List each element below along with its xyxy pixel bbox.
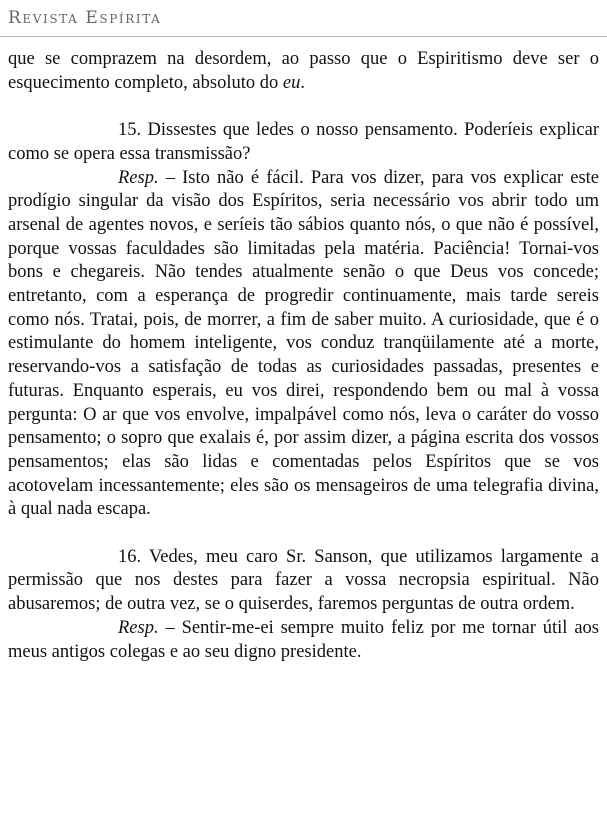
text-segment: que se comprazem na desordem, ao passo que o Espiritismo deve ser o esquecimento completo, absoluto do — [8, 49, 599, 93]
running-head: Revista Espírita — [8, 8, 162, 28]
italic-text: Resp. — [118, 167, 159, 188]
paragraph — [8, 119, 599, 166]
text-segment: – Isto não é fácil. Para vos dizer, para vos explicar este prodígio singular da visão dos Espíritos, seria necessário vos abrir todo um arsenal de agentes novos, e seríeis tão sábios quanto nós, o que não é possível, porque vossas faculdades são limitadas pela matéria. Paciência! Tornai-vos bons e chegareis. Não tendes atualmente senão o que Deus vos concede; entretanto, com a esperança de progredir continuamente, mais tarde sereis como nós. Tratai, pois, de morrer, a fim de saber muito. A curiosidade, que é o estimulante do homem inteligente, vos conduz tranqüilamente até a morte, reservando-vos a satisfação de todas as curiosidades passadas, presentes e futuras. Enquanto esperais, eu vos direi, respondendo bem ou mal à vossa pergunta: O ar que vos envolve, impalpável como nós, leva o caráter do vosso pensamento; o sopro que exalais é, por assim dizer, a página escrita dos vossos pensamentos; elas são lidas e comentadas pelos Espíritos que se vos acotovelam incessantemente; eles são os mensageiros de uma telegrafia divina, à qual nada escapa. — [8, 167, 599, 520]
paragraph — [8, 546, 599, 617]
text-segment: 16. Vedes, meu caro Sr. Sanson, que utilizamos largamente a permissão que nos destes para fazer a vossa necropsia espiritual. Não abusaremos; de outra vez, se o quiserdes, faremos perguntas de outra ordem. — [8, 546, 599, 615]
italic-text: Resp. — [118, 617, 159, 638]
text-segment: 15. Dissestes que ledes o nosso pensamento. Poderíeis explicar como se opera essa transmissão? — [8, 120, 599, 164]
header-rule — [0, 36, 607, 37]
paragraph — [8, 48, 599, 95]
italic-text: eu — [282, 72, 301, 93]
paragraph — [8, 617, 599, 664]
body-text — [8, 48, 599, 664]
text-segment: . — [300, 72, 305, 93]
text-segment: – Sentir-me-ei sempre muito feliz por me tornar útil aos meus antigos colegas e ao seu digno presidente. — [8, 617, 599, 662]
paragraph — [8, 167, 599, 523]
